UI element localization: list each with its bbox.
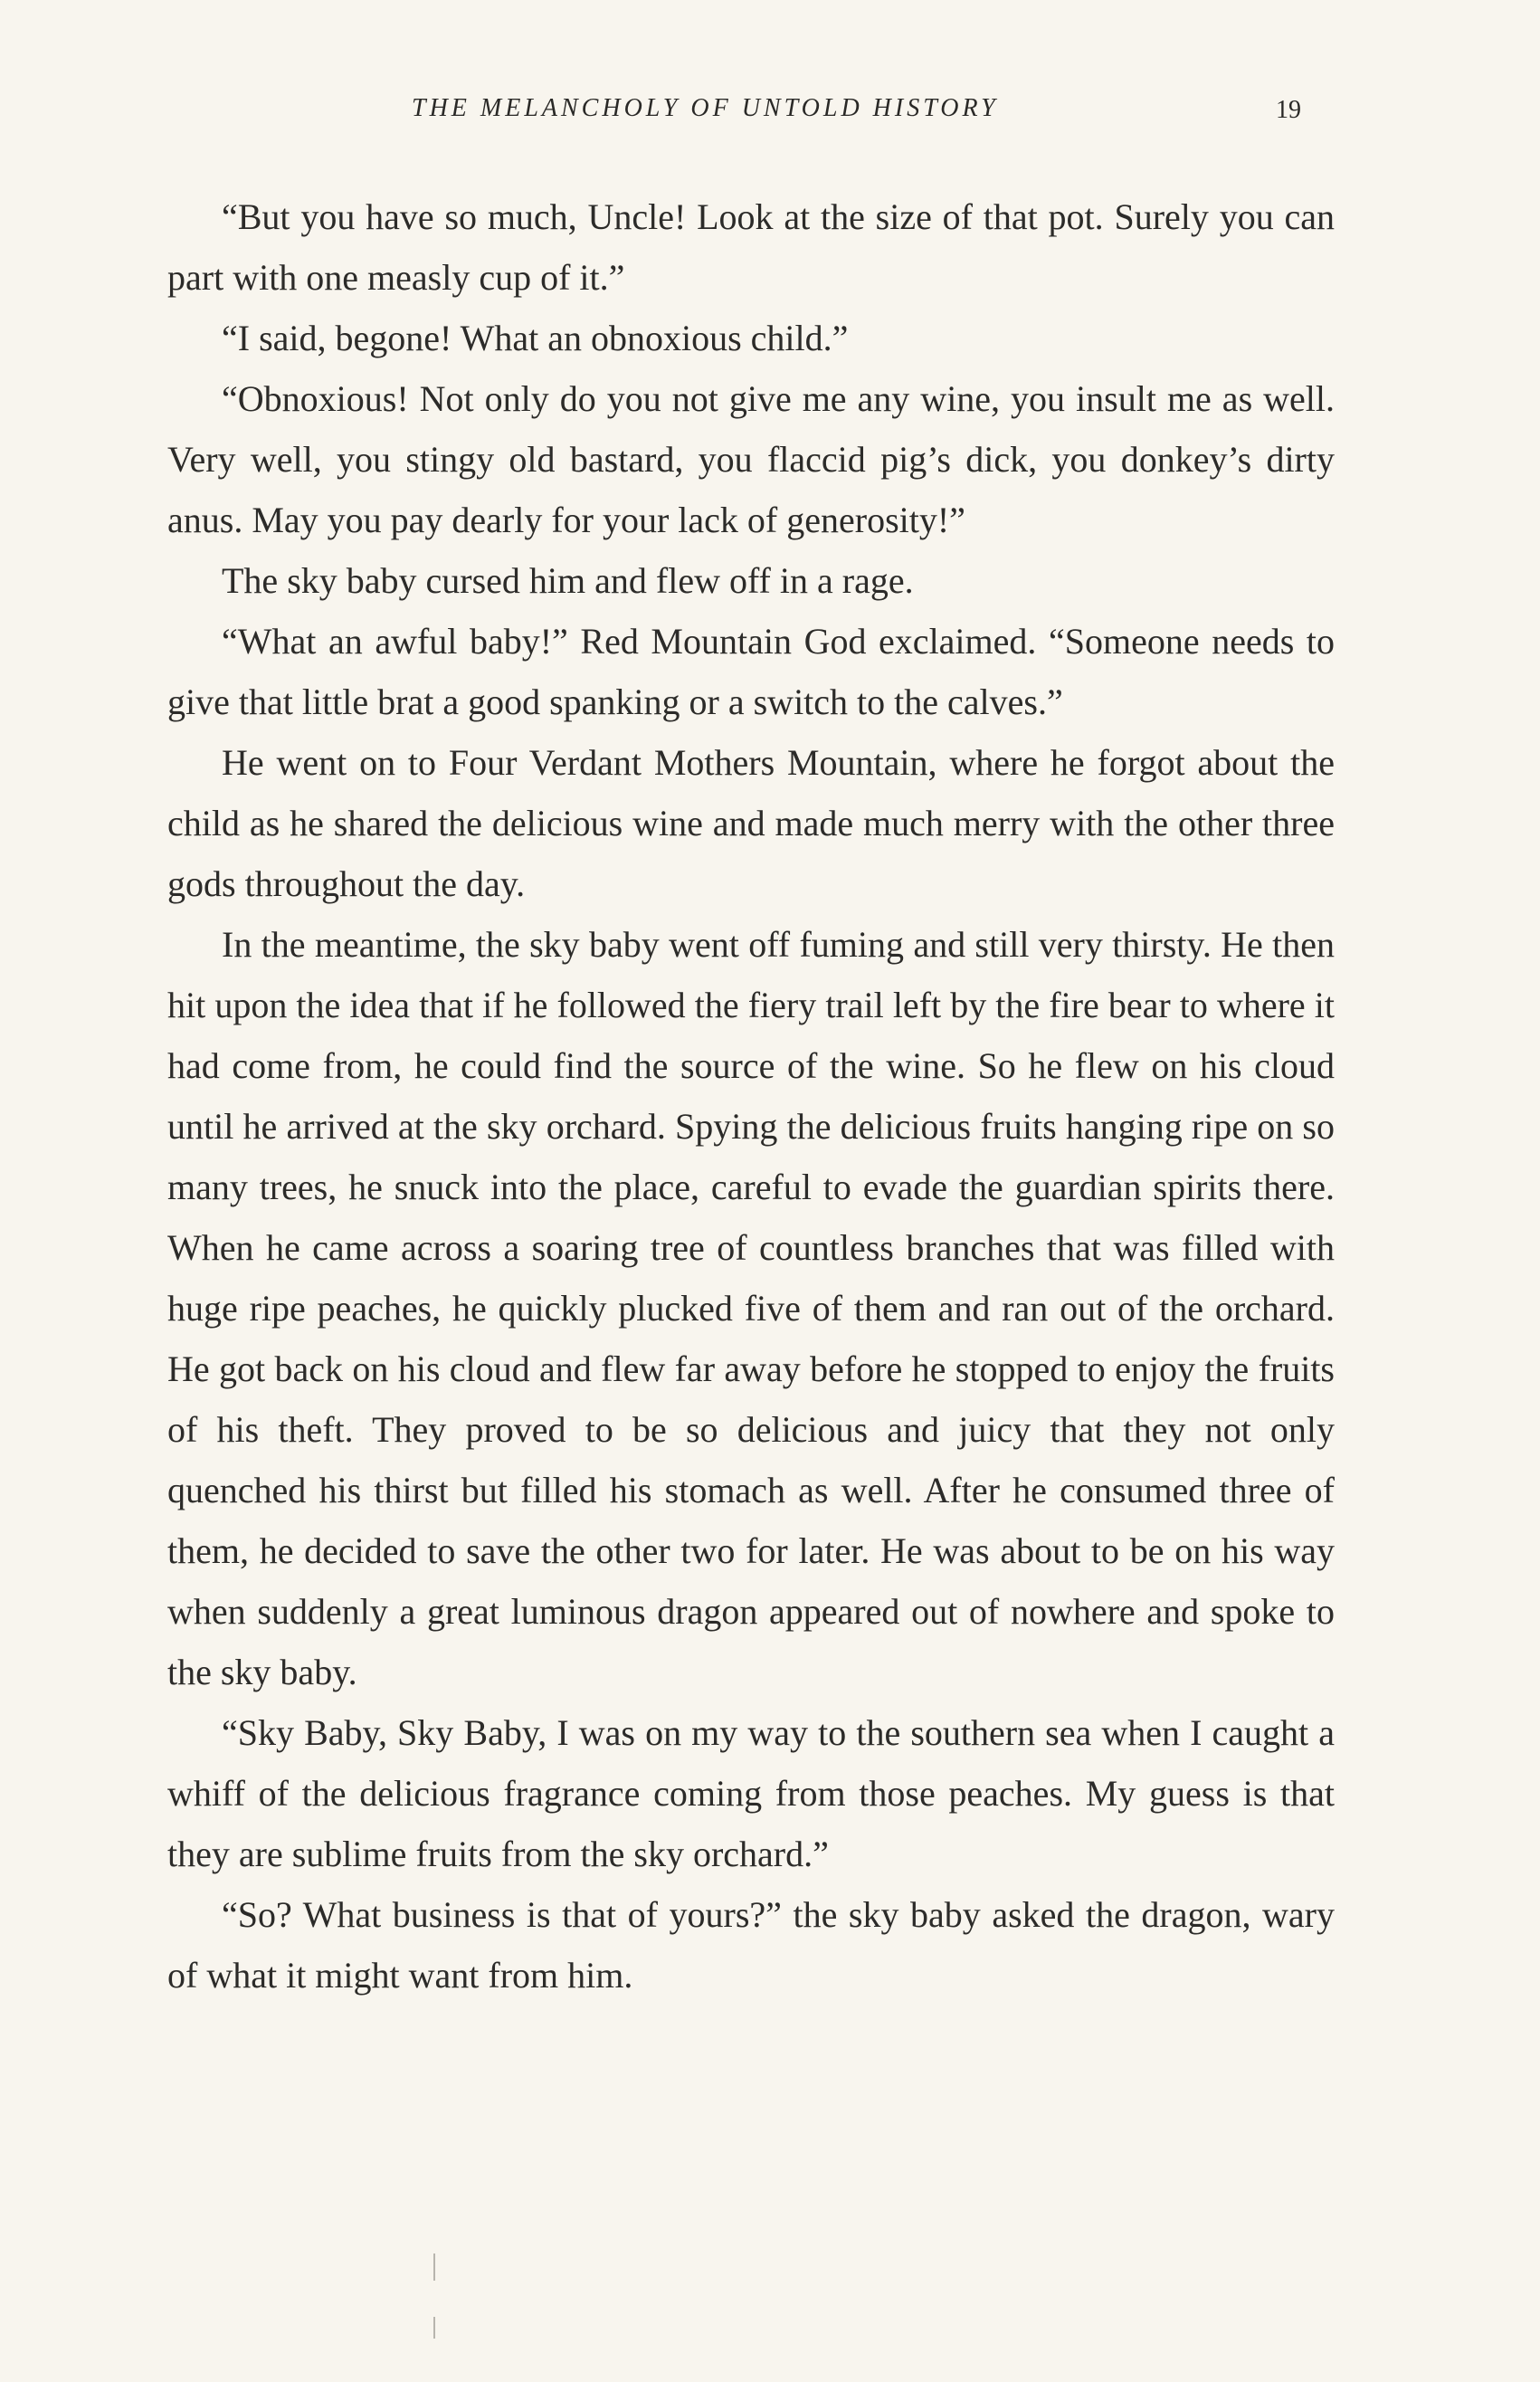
paragraph: In the meantime, the sky baby went off fuming and still very thirsty. He then hit upon the idea that if he followed the fiery trail left by the fire bear to where it had come from, he could find the source of the wine. So he flew on his cloud until he arrived at the sky orchard. Spying the delicious fruits hanging ripe on so many trees, he snuck into the place, careful to evade the guardian spirits there. When he came across a soaring tree of countless branches that was filled with huge ripe peaches, he quickly plucked five of them and ran out of the orchard. He got back on his cloud and flew far away before he stopped to enjoy the fruits of his theft. They proved to be so delicious and juicy that they not only quenched his thirst but filled his stomach as well. After he consumed three of them, he decided to save the other two for later. He was about to be on his way when suddenly a great luminous dragon appeared out of nowhere and spoke to the sky baby.	[167, 924, 1335, 1692]
scan-mark	[433, 2317, 435, 2339]
paragraph: He went on to Four Verdant Mothers Mountain, where he forgot about the child as he shared the delicious wine and made much merry with the other three gods throughout the day.	[167, 742, 1335, 904]
running-head	[0, 91, 1540, 136]
paragraph: “I said, begone! What an obnoxious child.”	[222, 318, 849, 358]
scan-mark	[433, 2253, 435, 2281]
running-title: THE MELANCHOLY OF UNTOLD HISTORY	[412, 94, 999, 122]
paragraph: The sky baby cursed him and flew off in a rage.	[222, 560, 914, 601]
body-text	[167, 186, 1335, 2006]
paragraph: “But you have so much, Uncle! Look at the size of that pot. Surely you can part with one measly cup of it.”	[167, 196, 1335, 298]
paragraph: “Obnoxious! Not only do you not give me any wine, you insult me as well. Very well, you stingy old bastard, you flaccid pig’s dick, you donkey’s dirty anus. May you pay dearly for your lack of generosity!”	[167, 378, 1335, 540]
page-number: 19	[1276, 96, 1301, 124]
paragraph: “So? What business is that of yours?” the sky baby asked the dragon, wary of what it might want from him.	[167, 1894, 1335, 1996]
paragraph: “Sky Baby, Sky Baby, I was on my way to the southern sea when I caught a whiff of the delicious fragrance coming from those peaches. My guess is that they are sublime fruits from the sky orchard.”	[167, 1712, 1335, 1874]
paragraph: “What an awful baby!” Red Mountain God exclaimed. “Someone needs to give that little brat a good spanking or a switch to the calves.”	[167, 621, 1335, 722]
